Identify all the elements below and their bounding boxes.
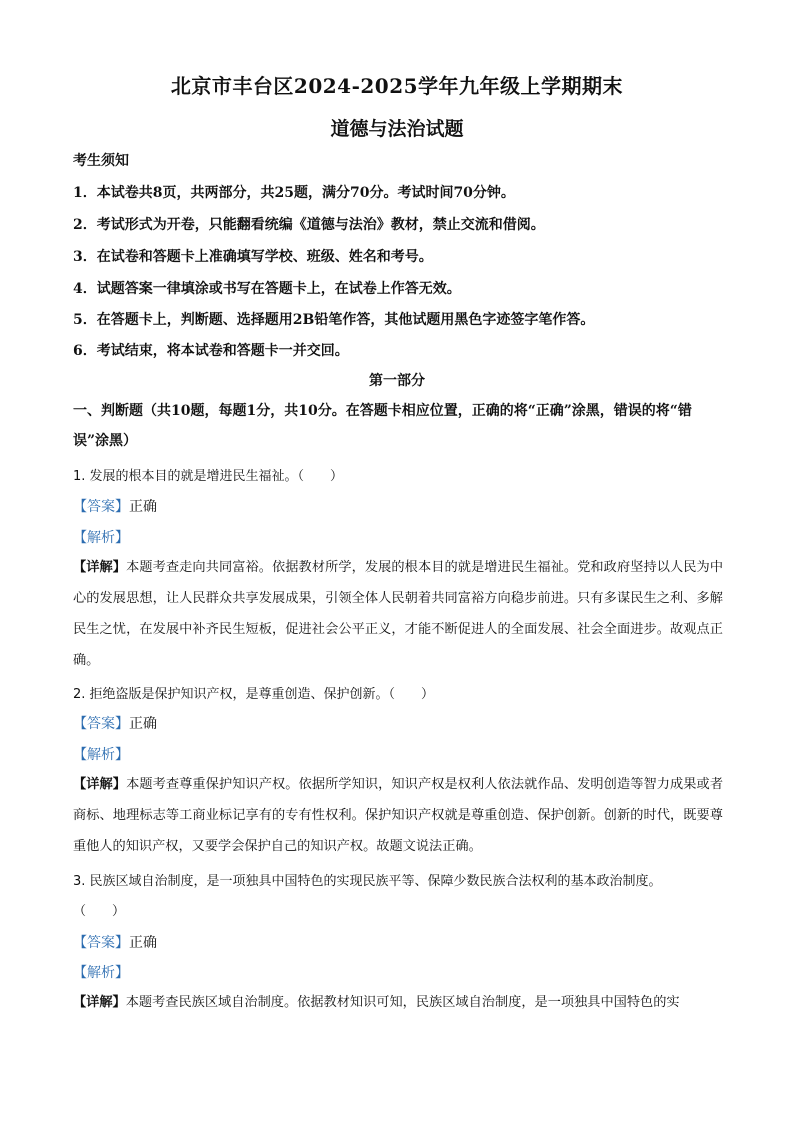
detail-paragraph <box>73 987 723 1018</box>
detail-text: 本题考查尊重保护知识产权。依据所学知识，知识产权是权利人依法就作品、发明创造等智力成果或者商标、地理标志等工商业标记享有的专有性权利。保护知识产权就是尊重创造、保护创新。创新的时代，既要尊重他人的知识产权，又要学会保护自己的知识产权。故题文说法正确。 <box>73 777 724 854</box>
question-text-continued: （ ） <box>73 904 126 919</box>
answer-value: 正确 <box>129 935 157 951</box>
answer-tag: 【答案】 <box>73 716 129 732</box>
section-header: 一、判断题（共10题，每题1分，共10分。在答题卡相应位置，正确的将“正确”涂黑，错误的将“错误”涂黑） <box>73 403 692 449</box>
analysis-line <box>73 527 129 547</box>
notice-item: 2．考试形式为开卷，只能翻看统编《道德与法治》教材，禁止交流和借阅。 <box>73 217 545 233</box>
detail-tag: 【详解】 <box>73 995 126 1010</box>
detail-tag: 【详解】 <box>73 560 127 575</box>
answer-line <box>73 713 157 733</box>
analysis-line <box>73 962 129 982</box>
question-text: 1. 发展的根本目的就是增进民生福祉。（ ） <box>73 469 344 484</box>
answer-line <box>73 932 157 952</box>
detail-text: 本题考查走向共同富裕。依据教材所学，发展的根本目的就是增进民生福祉。党和政府坚持以人民为中心的发展思想，让人民群众共享发展成果，引领全体人民朝着共同富裕方向稳步前进。只有多谋民生之利、多解民生之忧，在发展中补齐民生短板，促进社会公平正义，才能不断促进人的全面发展、社会全面进步。故观点正确。 <box>73 560 724 668</box>
notice-item: 6．考试结束，将本试卷和答题卡一并交回。 <box>73 343 349 359</box>
answer-line <box>73 496 157 516</box>
analysis-tag: 【解析】 <box>73 965 129 981</box>
answer-tag: 【答案】 <box>73 499 129 515</box>
page-title: 北京市丰台区2024-2025学年九年级上学期期末 <box>170 74 624 98</box>
part-label: 第一部分 <box>369 373 425 389</box>
question-text: 2. 拒绝盗版是保护知识产权，是尊重创造、保护创新。（ ） <box>73 687 435 702</box>
detail-paragraph <box>73 552 723 676</box>
answer-value: 正确 <box>129 499 157 515</box>
notice-item: 1．本试卷共8页，共两部分，共25题，满分70分。考试时间70分钟。 <box>73 185 515 201</box>
notice-item: 5．在答题卡上，判断题、选择题用2B铅笔作答，其他试题用黑色字迹签字笔作答。 <box>73 312 595 328</box>
notice-item: 4．试题答案一律填涂或书写在答题卡上，在试卷上作答无效。 <box>73 281 461 297</box>
detail-text: 本题考查民族区域自治制度。依据教材知识可知，民族区域自治制度，是一项独具中国特色的实 <box>125 995 680 1010</box>
page-subtitle: 道德与法治试题 <box>330 118 464 140</box>
answer-tag: 【答案】 <box>73 935 129 951</box>
question-text: 3. 民族区域自治制度，是一项独具中国特色的实现民族平等、保障少数民族合法权利的基本政治制度。 <box>73 874 662 889</box>
answer-value: 正确 <box>129 716 157 732</box>
notice-heading: 考生须知 <box>73 153 129 169</box>
detail-paragraph <box>73 769 723 862</box>
analysis-tag: 【解析】 <box>73 530 129 546</box>
analysis-line <box>73 744 129 764</box>
notice-item: 3．在试卷和答题卡上准确填写学校、班级、姓名和考号。 <box>73 249 433 265</box>
analysis-tag: 【解析】 <box>73 747 129 763</box>
detail-tag: 【详解】 <box>73 777 127 792</box>
